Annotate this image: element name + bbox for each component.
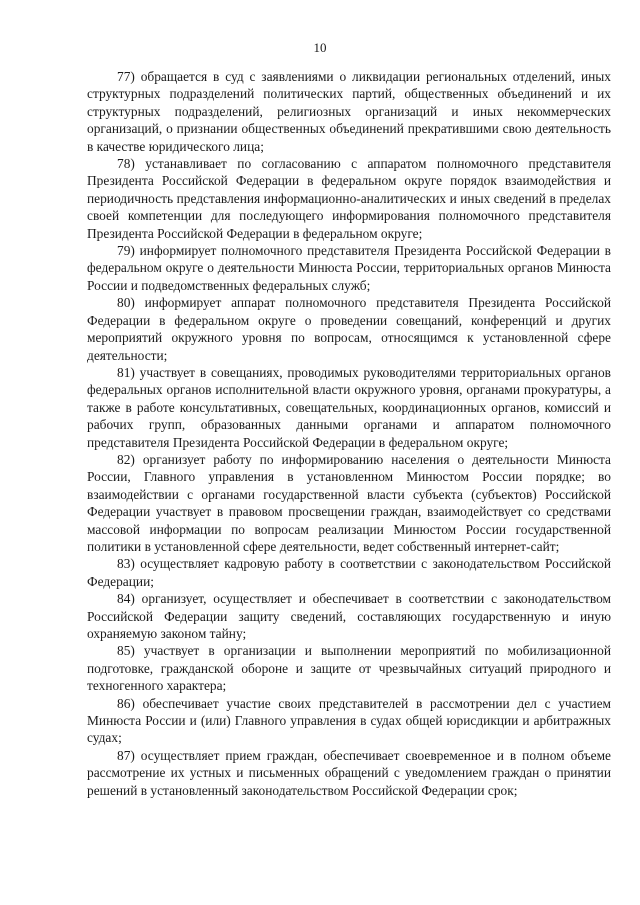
paragraph-79: 79) информирует полномочного представителя Президента Российской Федерации в федеральном округе о деятельности Минюста России, территориальных органов Минюста России и подведомственных федеральных служб; — [87, 243, 611, 293]
paragraph-78: 78) устанавливает по согласованию с аппаратом полномочного представителя Президента Российской Федерации в федеральном округе порядок взаимодействия и периодичность представления информационно-аналитических и иных сведений в пределах своей компетенции для последующего информирования полномочного представителя Президента Российской Федерации в федеральном округе; — [87, 156, 611, 241]
paragraph-82: 82) организует работу по информированию населения о деятельности Минюста России, Главного управления в установленном Минюстом России порядке; во взаимодействии с органами государственной власти субъекта (субъектов) Российской Федерации участвует в правовом просвещении граждан, взаимодействует со средствами массовой информации по вопросам реализации Минюстом России государственной политики в установленной сфере деятельности, ведет собственный интернет-сайт; — [87, 451, 611, 554]
paragraph-87: 87) осуществляет прием граждан, обеспечивает своевременное и в полном объеме рассмотрение их устных и письменных обращений с уведомлением граждан о принятии решений в установленный законодательством Российской Федерации срок; — [87, 747, 611, 798]
paragraph-84: 84) организует, осуществляет и обеспечивает в соответствии с законодательством Российской Федерации защиту сведений, составляющих государственную и иную охраняемую законом тайну; — [87, 591, 611, 641]
paragraph-80: 80) информирует аппарат полномочного представителя Президента Российской Федерации в федеральном округе о проведении совещаний, конференций и других мероприятий окружного уровня по вопросам, относящимся к установленной сфере деятельности; — [87, 295, 611, 363]
paragraph-77: 77) обращается в суд с заявлениями о ликвидации региональных отделений, иных структурных подразделений политических партий, общественных объединений и их структурных подразделений, религиозных организаций и иных некоммерческих организаций, о признании общественных объединений прекратившими свою деятельность в качестве юридического лица; — [87, 69, 611, 154]
document-body — [87, 68, 611, 799]
paragraph-83: 83) осуществляет кадровую работу в соответствии с законодательством Российской Федерации; — [87, 556, 611, 589]
paragraph-85: 85) участвует в организации и выполнении мероприятий по мобилизационной подготовке, гражданской обороне и защите от чрезвычайных ситуаций природного и техногенного характера; — [87, 643, 611, 694]
paragraph-86: 86) обеспечивает участие своих представителей в рассмотрении дел с участием Минюста России и (или) Главного управления в судах общей юрисдикции и арбитражных судах; — [87, 695, 611, 746]
page-number: 10 — [313, 40, 327, 55]
paragraph-81: 81) участвует в совещаниях, проводимых руководителями территориальных органов федеральных органов исполнительной власти окружного уровня, органами прокуратуры, а также в работе консультативных, совещательных, координационных органов, комиссий и рабочих групп, образованных данными органами и аппаратом полномочного представителя Президента Российской Федерации в федеральном округе; — [87, 364, 611, 450]
